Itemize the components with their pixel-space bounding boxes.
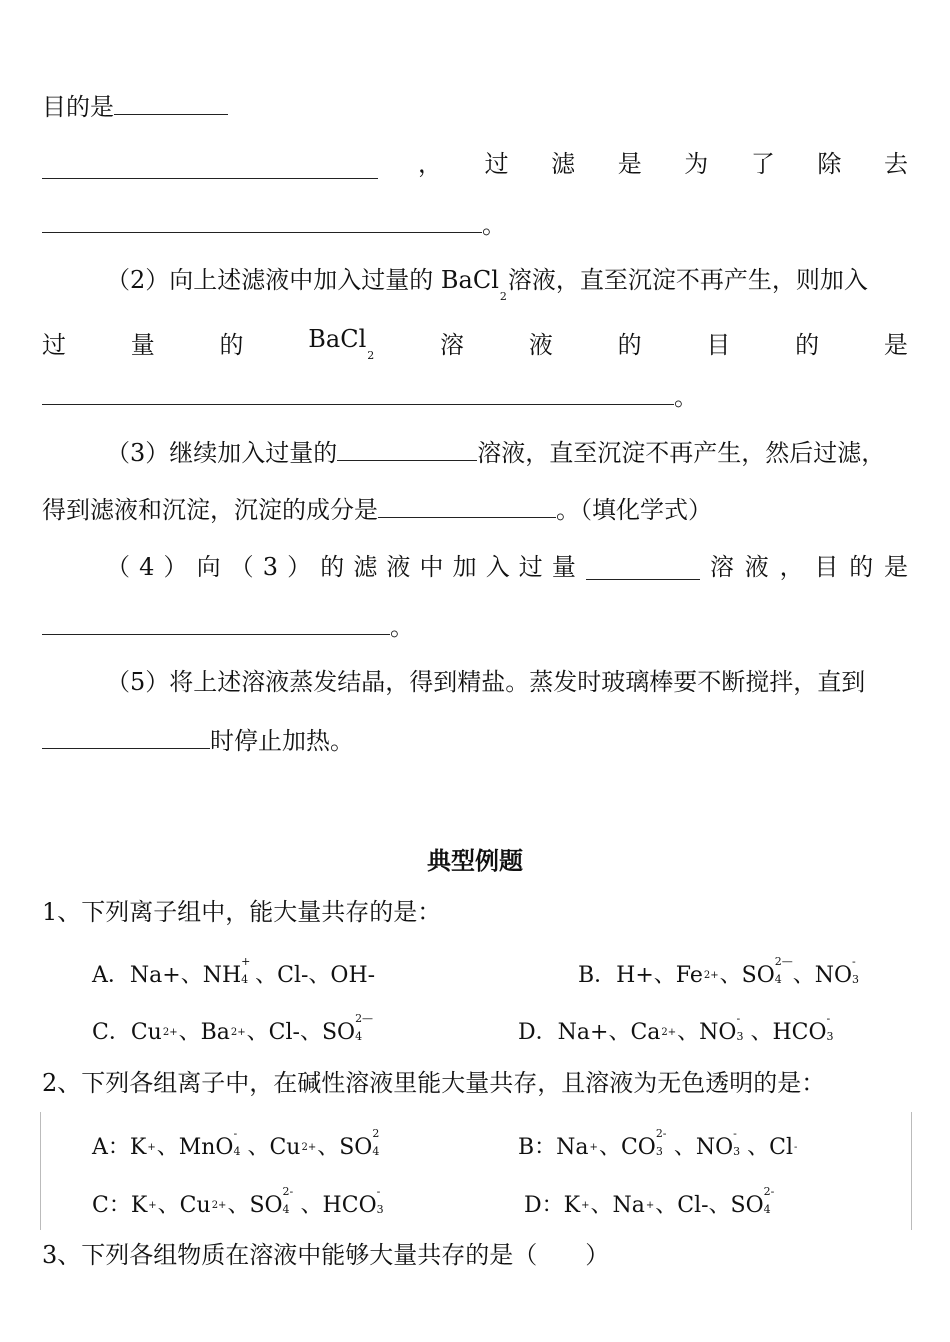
answer-blank[interactable] xyxy=(114,94,228,115)
q4-line1-left: （ 4 ） 向 （ 3 ） 的 滤 液 中 加 入 过 量 xyxy=(106,553,576,581)
q5-line2: 时停止加热。 xyxy=(42,728,354,753)
ex2-option-d[interactable]: D：K+、Na+、Cl-、SO 2- 4 xyxy=(524,1185,775,1218)
answer-blank[interactable] xyxy=(42,728,210,749)
answer-blank[interactable] xyxy=(378,497,556,518)
options-box-left-border xyxy=(40,1112,41,1230)
answer-blank[interactable] xyxy=(42,212,482,233)
answer-blank[interactable] xyxy=(586,559,700,584)
q2-answer-line: 。 xyxy=(42,384,698,409)
answer-blank[interactable] xyxy=(42,614,390,635)
ex2-option-b[interactable]: B：Na+、CO 2- 3 、NO - 3 、Cl- xyxy=(518,1127,798,1160)
ex1-option-c[interactable]: C．Cu2+、Ba2+、Cl-、SO 2— 4 xyxy=(92,1012,374,1045)
q1-purpose-label: 目的是 xyxy=(42,93,114,121)
filter-purpose-label: ， 过 滤 是 为 了 除 去 xyxy=(418,150,908,178)
ex3-stem: 3、下列各组物质在溶液中能够大量共存的是（ ） xyxy=(42,1241,610,1269)
options-box-right-border xyxy=(911,1112,912,1230)
ex1-stem: 1、下列离子组中，能大量共存的是： xyxy=(42,898,442,926)
q1-purpose-line xyxy=(42,94,228,119)
q4-answer-line: 。 xyxy=(42,614,414,639)
ex1-option-b[interactable]: B．H+、Fe2+、SO 2— 4 、NO - 3 xyxy=(578,955,860,988)
q4-line1-right: 溶 液 ， 目 的 是 xyxy=(710,553,908,581)
ex2-option-c[interactable]: C：K+、Cu2+、SO 2- 4 、HCO - 3 xyxy=(92,1185,384,1218)
ex1-option-a[interactable]: A．Na+、NH + 4 、Cl-、OH- xyxy=(92,955,376,988)
ex1-option-d[interactable]: D．Na+、Ca2+、NO - 3 、HCO - 3 xyxy=(518,1012,834,1045)
ex2-stem: 2、下列各组离子中，在碱性溶液里能大量共存，且溶液为无色透明的是： xyxy=(42,1069,826,1097)
answer-blank[interactable] xyxy=(42,158,378,183)
section-title: 典型例题 xyxy=(427,846,523,875)
q3-line1: （3）继续加入过量的 溶液，直至沉淀不再产生，然后过滤， xyxy=(106,439,886,467)
filter-answer-line: 。 xyxy=(42,212,506,237)
ex2-option-a[interactable]: A：K+、MnO - 4 、Cu2+、SO 2 4 xyxy=(92,1127,380,1160)
q3-line2: 得到滤液和沉淀，沉淀的成分是 。（填化学式） xyxy=(42,496,712,524)
q5-line1: （5）将上述溶液蒸发结晶，得到精盐。蒸发时玻璃棒要不断搅拌，直到 xyxy=(106,668,866,696)
q2-line1: （2）向上述滤液中加入过量的 BaCl2溶液，直至沉淀不再产生，则加入 xyxy=(106,266,868,303)
q2-line2: 过 量 的 BaCl2 溶 液 的 目 的 是 xyxy=(42,325,908,362)
answer-blank[interactable] xyxy=(42,384,674,405)
answer-blank[interactable] xyxy=(337,440,477,461)
